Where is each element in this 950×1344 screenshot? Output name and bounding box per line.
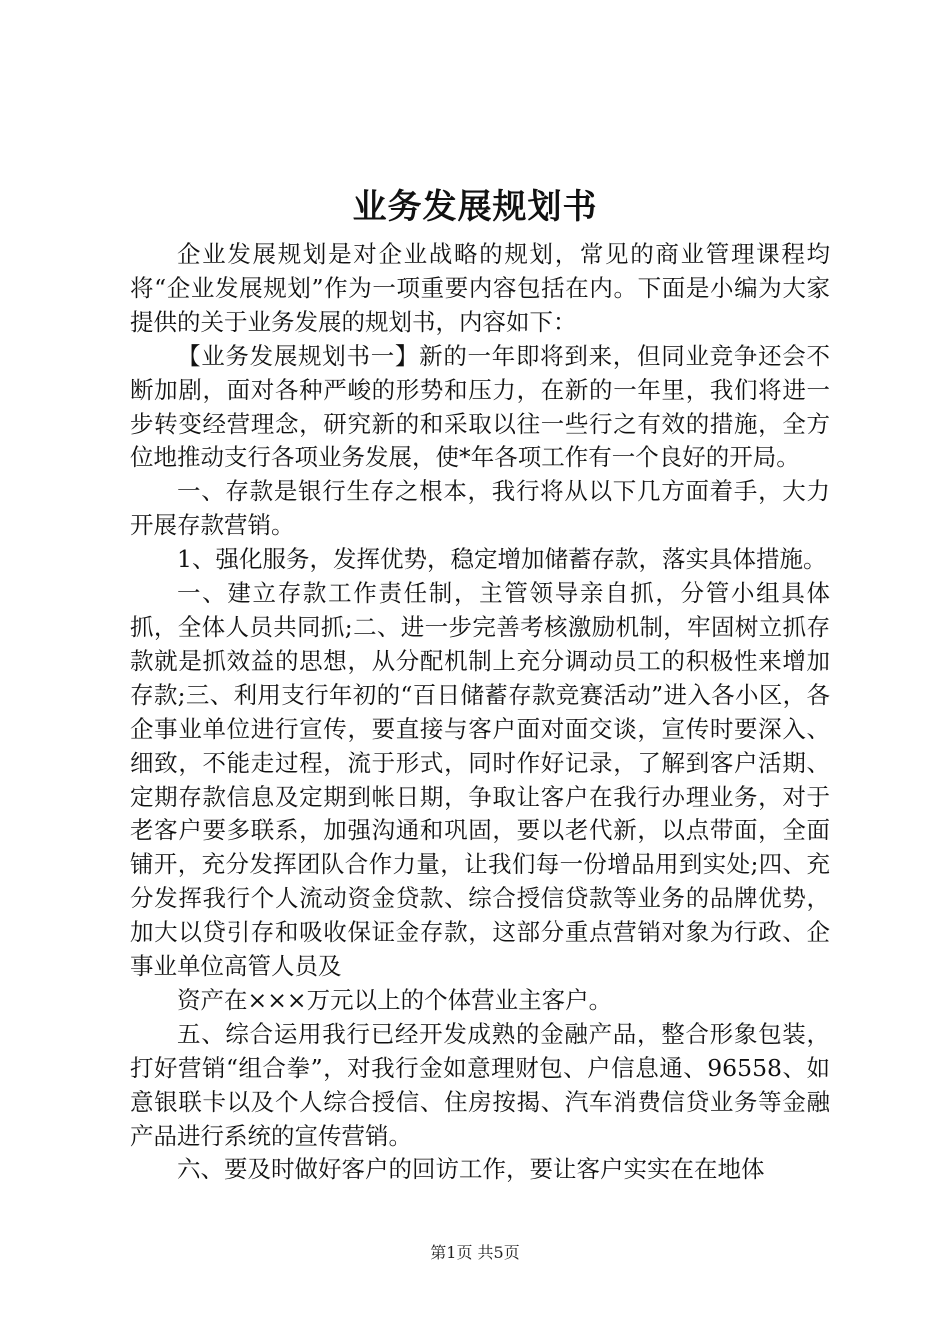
paragraph-assets: 资产在×××万元以上的个体营业主客户。: [177, 985, 613, 1014]
page-number-footer: 第1页 共5页: [430, 1243, 520, 1262]
paragraph-section-five: 五、综合运用我行已经开发成熟的金融产品，整合形象包装，打好营销“组合拳”，对我行金如意理财包、户信息通、96558、如意银联卡以及个人综合授信、住房按揭、汽车消费信贷业务等金融产品进行系统的宣传营销。: [130, 1019, 830, 1150]
document-body: [130, 238, 830, 1187]
paragraph-section-six: 六、要及时做好客户的回访工作，要让客户实实在在地体: [177, 1155, 765, 1184]
document-title: 业务发展规划书: [352, 187, 598, 227]
paragraph-intro: 企业发展规划是对企业战略的规划，常见的商业管理课程均将“企业发展规划”作为一项重要内容包括在内。下面是小编为大家提供的关于业务发展的规划书，内容如下：: [130, 240, 830, 336]
paragraph-measures: 一、建立存款工作责任制，主管领导亲自抓，分管小组具体抓，全体人员共同抓;二、进一步完善考核激励机制，牢固树立抓存款就是抓效益的思想，从分配机制上充分调动员工的积极性来增加存款;三、利用支行年初的“百日储蓄存款竞赛活动”进入各小区，各企事业单位进行宣传，要直接与客户面对面交谈，宣传时要深入、细致，不能走过程，流于形式，同时作好记录，了解到客户活期、定期存款信息及定期到帐日期，争取让客户在我行办理业务，对于老客户要多联系，加强沟通和巩固，要以老代新，以点带面，全面铺开，充分发挥团队合作力量，让我们每一份增品用到实处;四、充分发挥我行个人流动资金贷款、综合授信贷款等业务的品牌优势，加大以贷引存和吸收保证金存款，这部分重点营销对象为行政、企事业单位高管人员及: [130, 579, 830, 981]
paragraph-plan-one: 【业务发展规划书一】新的一年即将到来，但同业竞争还会不断加剧，面对各种严峻的形势和压力，在新的一年里，我们将进一步转变经营理念，研究新的和采取以往一些行之有效的措施，全方位地推动支行各项业务发展，使*年各项工作有一个良好的开局。: [130, 341, 830, 472]
paragraph-item-service: 1、强化服务，发挥优势，稳定增加储蓄存款，落实具体措施。: [177, 545, 827, 574]
paragraph-section-deposit: 一、存款是银行生存之根本，我行将从以下几方面着手，大力开展存款营销。: [130, 477, 830, 540]
